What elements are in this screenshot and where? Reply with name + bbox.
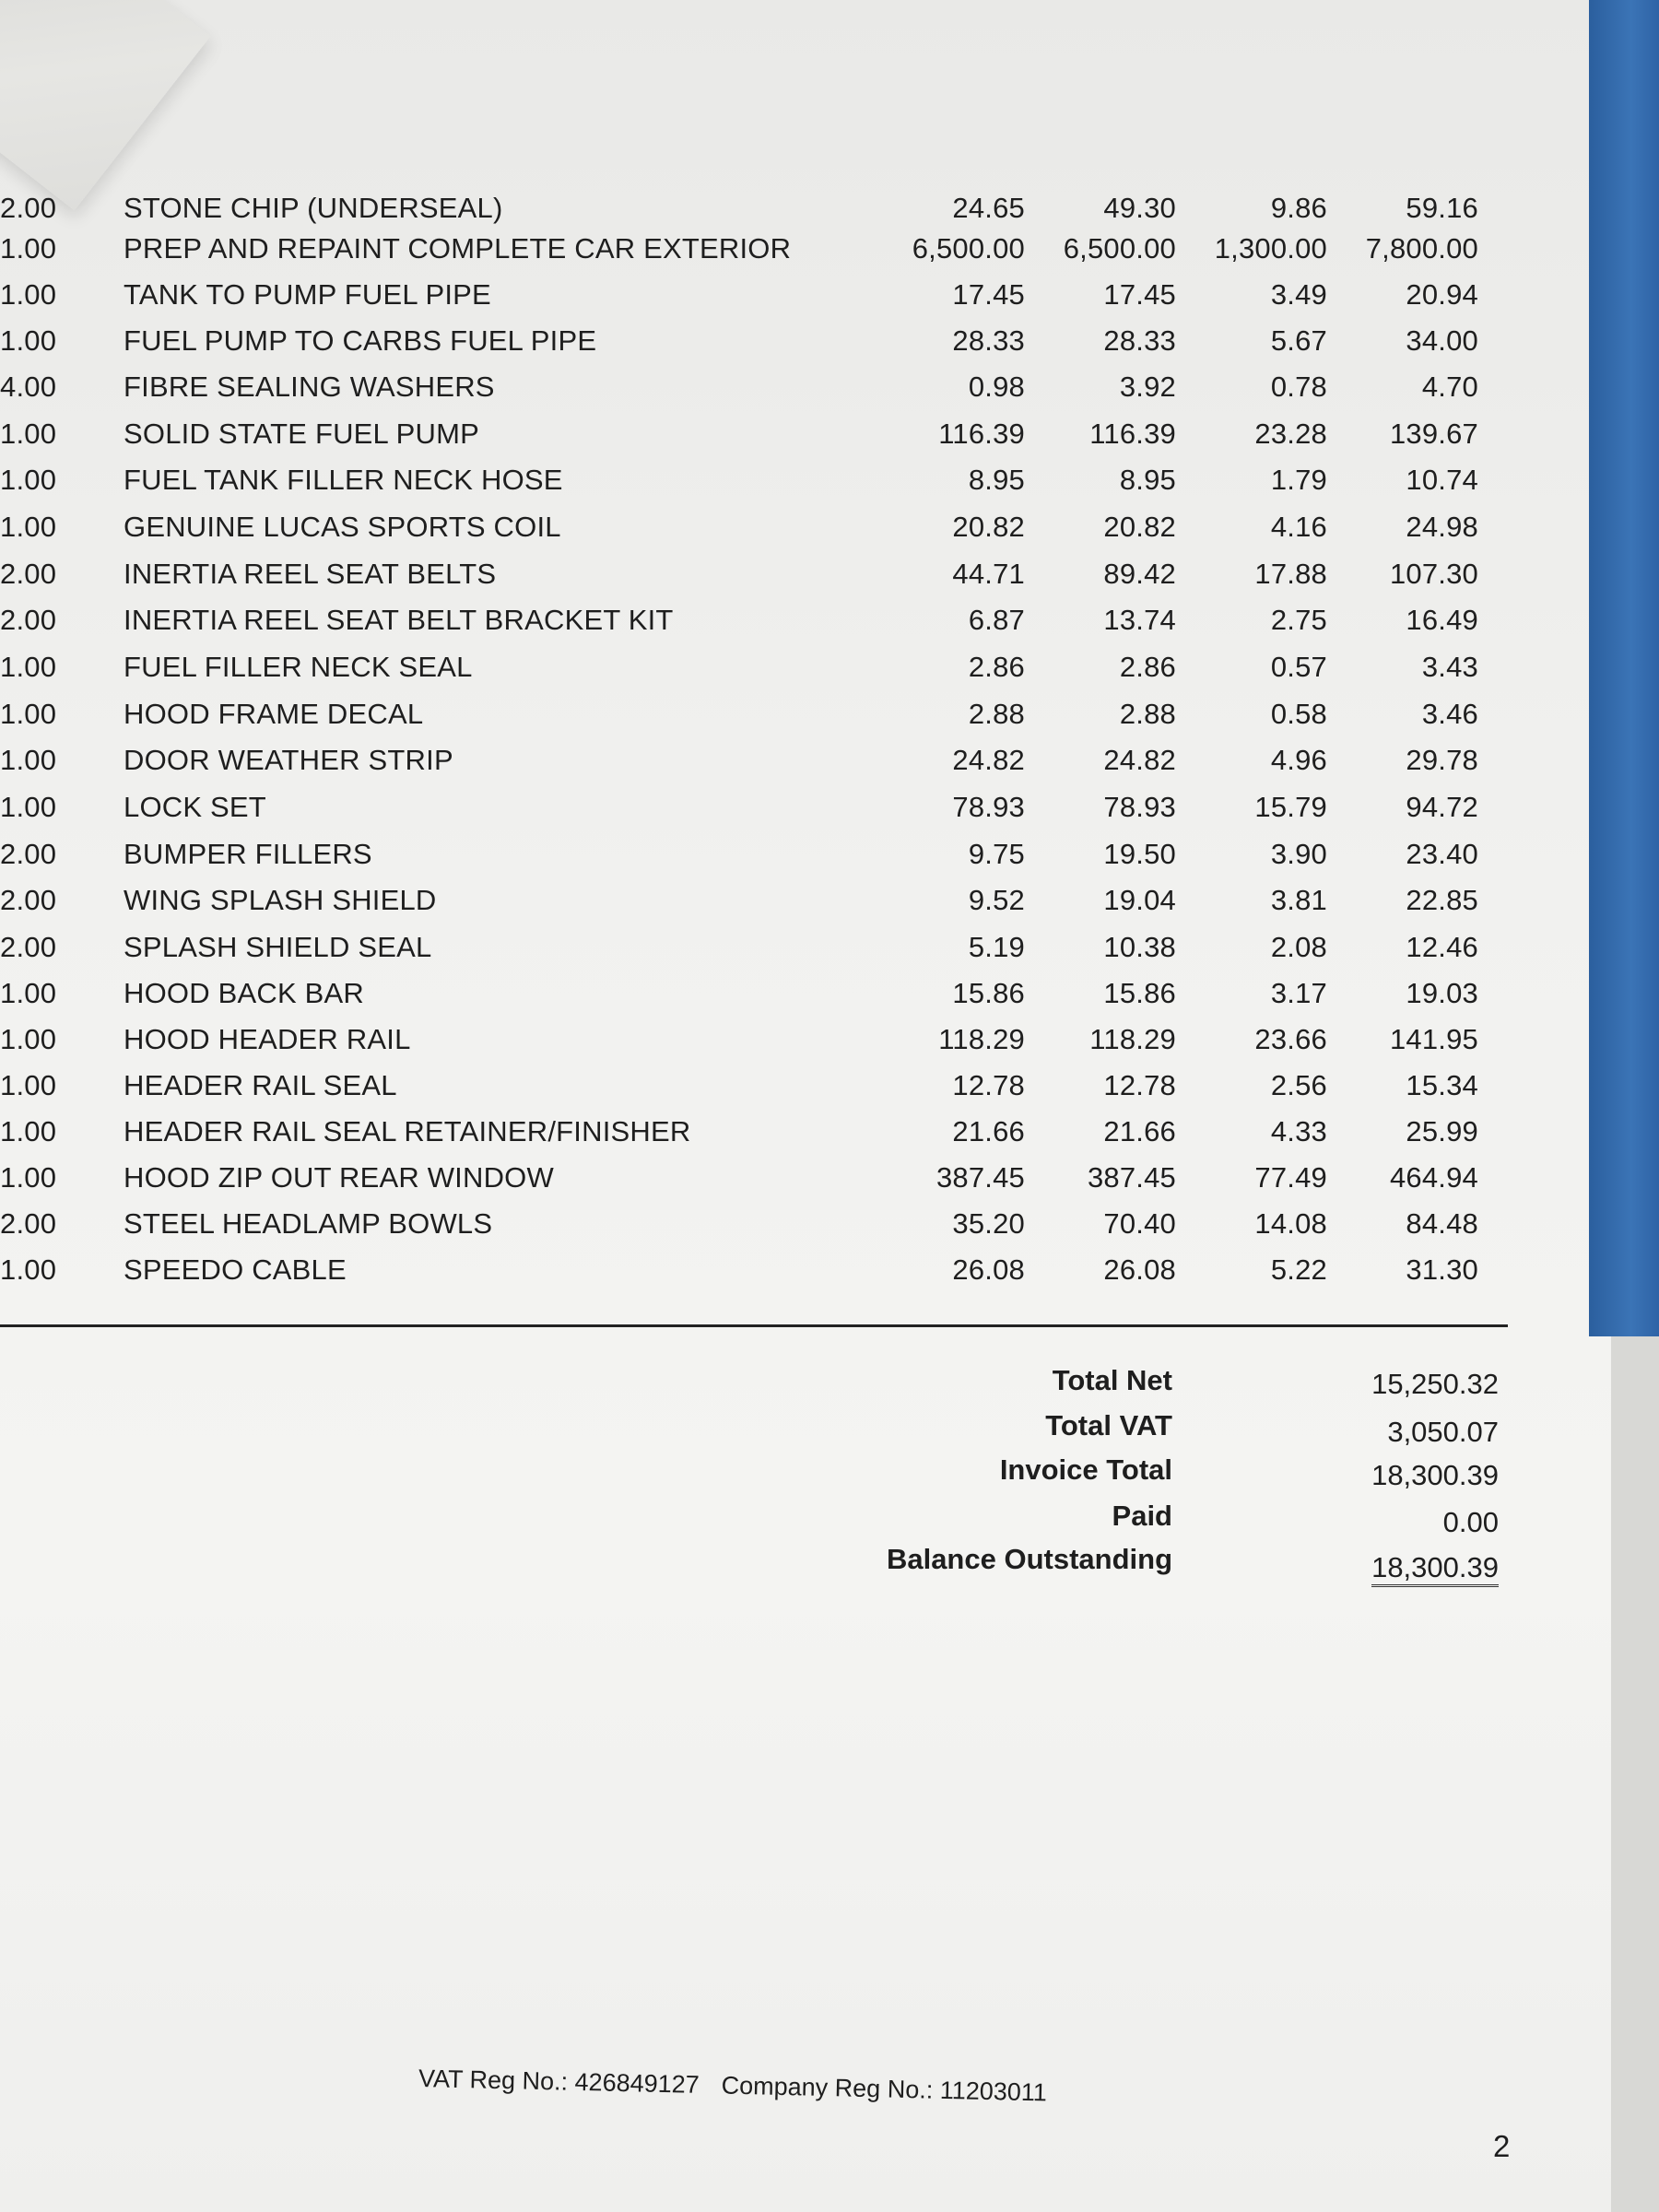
table-row [0, 1115, 1512, 1159]
description-cell: FUEL PUMP TO CARBS FUEL PIPE [124, 324, 597, 357]
net-amount-cell: 20.82 [1103, 511, 1176, 543]
gross-amount-cell: 141.95 [1389, 1023, 1478, 1055]
description-cell: INERTIA REEL SEAT BELTS [124, 558, 497, 590]
description-cell: HOOD HEADER RAIL [124, 1023, 411, 1055]
description-cell: SOLID STATE FUEL PUMP [124, 418, 480, 450]
unit-price-cell: 12.78 [952, 1069, 1025, 1101]
table-row [0, 651, 1512, 695]
table-row [0, 884, 1512, 928]
net-amount-cell: 387.45 [1087, 1161, 1176, 1194]
gross-amount-cell: 31.30 [1406, 1253, 1478, 1286]
unit-price-cell: 26.08 [952, 1253, 1025, 1286]
gross-amount-cell: 3.46 [1421, 698, 1478, 730]
table-row [0, 1253, 1512, 1298]
unit-price-cell: 2.86 [968, 651, 1025, 683]
company-reg-number: Company Reg No.: 11203011 [721, 2071, 1048, 2107]
quantity-cell: 1.00 [0, 744, 57, 776]
total-vat-label: Total VAT [1045, 1409, 1172, 1441]
description-cell: FUEL FILLER NECK SEAL [124, 651, 473, 683]
description-cell: HOOD ZIP OUT REAR WINDOW [124, 1161, 554, 1194]
gross-amount-cell: 15.34 [1406, 1069, 1478, 1101]
quantity-cell: 1.00 [0, 1115, 57, 1147]
quantity-cell: 1.00 [0, 977, 57, 1009]
table-row [0, 278, 1512, 323]
net-amount-cell: 78.93 [1103, 791, 1176, 823]
page-number: 2 [1493, 2129, 1511, 2163]
background-blue-object [1589, 0, 1659, 1336]
vat-amount-cell: 1,300.00 [1214, 232, 1327, 265]
table-row [0, 1023, 1512, 1067]
vat-amount-cell: 15.79 [1254, 791, 1327, 823]
balance-outstanding-value: 18,300.39 [1371, 1551, 1499, 1587]
unit-price-cell: 6,500.00 [912, 232, 1025, 265]
vat-amount-cell: 0.78 [1270, 371, 1327, 403]
unit-price-cell: 116.39 [938, 418, 1025, 450]
net-amount-cell: 17.45 [1103, 278, 1176, 311]
quantity-cell: 4.00 [0, 371, 57, 403]
quantity-cell: 1.00 [0, 698, 57, 730]
quantity-cell: 2.00 [0, 1207, 57, 1240]
table-row [0, 1207, 1512, 1252]
net-amount-cell: 19.50 [1103, 838, 1176, 870]
vat-reg-number: VAT Reg No.: 426849127 [418, 2064, 700, 2099]
net-amount-cell: 19.04 [1103, 884, 1176, 916]
net-amount-cell: 3.92 [1119, 371, 1176, 403]
quantity-cell: 1.00 [0, 418, 57, 450]
vat-amount-cell: 17.88 [1254, 558, 1327, 590]
net-amount-cell: 21.66 [1103, 1115, 1176, 1147]
gross-amount-cell: 7,800.00 [1365, 232, 1478, 265]
quantity-cell: 2.00 [0, 558, 57, 590]
vat-amount-cell: 5.67 [1270, 324, 1327, 357]
quantity-cell: 1.00 [0, 1253, 57, 1286]
net-amount-cell: 10.38 [1103, 931, 1176, 963]
invoice-total-value: 18,300.39 [1371, 1459, 1499, 1491]
net-amount-cell: 12.78 [1103, 1069, 1176, 1101]
vat-amount-cell: 0.58 [1270, 698, 1327, 730]
table-row [0, 232, 1512, 276]
net-amount-cell: 6,500.00 [1063, 232, 1176, 265]
gross-amount-cell: 22.85 [1406, 884, 1478, 916]
net-amount-cell: 70.40 [1103, 1207, 1176, 1240]
table-row [0, 511, 1512, 555]
gross-amount-cell: 25.99 [1406, 1115, 1478, 1147]
description-cell: LOCK SET [124, 791, 266, 823]
net-amount-cell: 49.30 [1103, 192, 1176, 224]
gross-amount-cell: 139.67 [1389, 418, 1478, 450]
net-amount-cell: 15.86 [1103, 977, 1176, 1009]
quantity-cell: 1.00 [0, 1069, 57, 1101]
quantity-cell: 2.00 [0, 931, 57, 963]
gross-amount-cell: 107.30 [1389, 558, 1478, 590]
unit-price-cell: 9.75 [968, 838, 1025, 870]
gross-amount-cell: 10.74 [1406, 464, 1478, 496]
quantity-cell: 1.00 [0, 324, 57, 357]
description-cell: FIBRE SEALING WASHERS [124, 371, 495, 403]
unit-price-cell: 20.82 [952, 511, 1025, 543]
description-cell: SPEEDO CABLE [124, 1253, 347, 1286]
vat-amount-cell: 23.28 [1254, 418, 1327, 450]
description-cell: GENUINE LUCAS SPORTS COIL [124, 511, 561, 543]
table-row [0, 464, 1512, 508]
table-row [0, 604, 1512, 648]
description-cell: HEADER RAIL SEAL RETAINER/FINISHER [124, 1115, 691, 1147]
total-vat-value: 3,050.07 [1387, 1416, 1499, 1448]
paid-value: 0.00 [1442, 1506, 1499, 1538]
unit-price-cell: 24.65 [952, 192, 1025, 224]
vat-amount-cell: 4.96 [1270, 744, 1327, 776]
quantity-cell: 2.00 [0, 838, 57, 870]
quantity-cell: 1.00 [0, 278, 57, 311]
total-net-label: Total Net [1052, 1364, 1172, 1396]
total-net-value: 15,250.32 [1371, 1368, 1499, 1400]
unit-price-cell: 2.88 [968, 698, 1025, 730]
table-row [0, 744, 1512, 788]
gross-amount-cell: 4.70 [1421, 371, 1478, 403]
quantity-cell: 1.00 [0, 464, 57, 496]
net-amount-cell: 13.74 [1103, 604, 1176, 636]
gross-amount-cell: 59.16 [1406, 192, 1478, 224]
description-cell: HEADER RAIL SEAL [124, 1069, 397, 1101]
description-cell: STEEL HEADLAMP BOWLS [124, 1207, 493, 1240]
table-row [0, 558, 1512, 602]
quantity-cell: 1.00 [0, 511, 57, 543]
vat-amount-cell: 9.86 [1270, 192, 1327, 224]
gross-amount-cell: 20.94 [1406, 278, 1478, 311]
vat-amount-cell: 3.90 [1270, 838, 1327, 870]
gross-amount-cell: 19.03 [1406, 977, 1478, 1009]
table-row [0, 418, 1512, 462]
table-row [0, 977, 1512, 1021]
quantity-cell: 1.00 [0, 1023, 57, 1055]
table-row [0, 698, 1512, 742]
quantity-cell: 2.00 [0, 192, 57, 224]
vat-amount-cell: 2.75 [1270, 604, 1327, 636]
gross-amount-cell: 29.78 [1406, 744, 1478, 776]
description-cell: PREP AND REPAINT COMPLETE CAR EXTERIOR [124, 232, 792, 265]
unit-price-cell: 44.71 [952, 558, 1025, 590]
table-row [0, 371, 1512, 415]
vat-amount-cell: 4.16 [1270, 511, 1327, 543]
folded-corner [0, 0, 210, 210]
unit-price-cell: 24.82 [952, 744, 1025, 776]
unit-price-cell: 28.33 [952, 324, 1025, 357]
net-amount-cell: 2.86 [1119, 651, 1176, 683]
net-amount-cell: 28.33 [1103, 324, 1176, 357]
unit-price-cell: 6.87 [968, 604, 1025, 636]
vat-amount-cell: 14.08 [1254, 1207, 1327, 1240]
table-row [0, 192, 1512, 236]
background-table-edge [1611, 1336, 1659, 2212]
net-amount-cell: 89.42 [1103, 558, 1176, 590]
net-amount-cell: 8.95 [1119, 464, 1176, 496]
gross-amount-cell: 23.40 [1406, 838, 1478, 870]
quantity-cell: 1.00 [0, 232, 57, 265]
vat-amount-cell: 5.22 [1270, 1253, 1327, 1286]
description-cell: HOOD BACK BAR [124, 977, 364, 1009]
quantity-cell: 1.00 [0, 1161, 57, 1194]
description-cell: DOOR WEATHER STRIP [124, 744, 453, 776]
gross-amount-cell: 94.72 [1406, 791, 1478, 823]
vat-amount-cell: 4.33 [1270, 1115, 1327, 1147]
registration-footer [418, 2065, 1069, 2108]
table-row [0, 931, 1512, 975]
net-amount-cell: 24.82 [1103, 744, 1176, 776]
gross-amount-cell: 16.49 [1406, 604, 1478, 636]
description-cell: TANK TO PUMP FUEL PIPE [124, 278, 491, 311]
vat-amount-cell: 2.08 [1270, 931, 1327, 963]
description-cell: SPLASH SHIELD SEAL [124, 931, 432, 963]
unit-price-cell: 8.95 [968, 464, 1025, 496]
gross-amount-cell: 12.46 [1406, 931, 1478, 963]
unit-price-cell: 21.66 [952, 1115, 1025, 1147]
gross-amount-cell: 24.98 [1406, 511, 1478, 543]
vat-amount-cell: 3.81 [1270, 884, 1327, 916]
description-cell: WING SPLASH SHIELD [124, 884, 437, 916]
vat-amount-cell: 1.79 [1270, 464, 1327, 496]
unit-price-cell: 387.45 [935, 1161, 1025, 1194]
vat-amount-cell: 77.49 [1254, 1161, 1327, 1194]
unit-price-cell: 118.29 [938, 1023, 1025, 1055]
vat-amount-cell: 3.17 [1270, 977, 1327, 1009]
net-amount-cell: 118.29 [1089, 1023, 1176, 1055]
table-row [0, 1161, 1512, 1206]
vat-amount-cell: 0.57 [1270, 651, 1327, 683]
description-cell: BUMPER FILLERS [124, 838, 372, 870]
vat-amount-cell: 2.56 [1270, 1069, 1327, 1101]
gross-amount-cell: 34.00 [1406, 324, 1478, 357]
table-row [0, 1069, 1512, 1113]
unit-price-cell: 15.86 [952, 977, 1025, 1009]
totals-divider [0, 1324, 1508, 1327]
gross-amount-cell: 84.48 [1406, 1207, 1478, 1240]
net-amount-cell: 26.08 [1103, 1253, 1176, 1286]
unit-price-cell: 35.20 [952, 1207, 1025, 1240]
quantity-cell: 2.00 [0, 884, 57, 916]
table-row [0, 791, 1512, 835]
description-cell: HOOD FRAME DECAL [124, 698, 424, 730]
table-row [0, 838, 1512, 882]
description-cell: INERTIA REEL SEAT BELT BRACKET KIT [124, 604, 674, 636]
quantity-cell: 2.00 [0, 604, 57, 636]
quantity-cell: 1.00 [0, 791, 57, 823]
unit-price-cell: 5.19 [968, 931, 1025, 963]
quantity-cell: 1.00 [0, 651, 57, 683]
unit-price-cell: 17.45 [952, 278, 1025, 311]
balance-outstanding-label: Balance Outstanding [886, 1543, 1172, 1575]
paid-label: Paid [1112, 1500, 1172, 1532]
unit-price-cell: 0.98 [968, 371, 1025, 403]
table-row [0, 324, 1512, 369]
unit-price-cell: 9.52 [968, 884, 1025, 916]
gross-amount-cell: 464.94 [1389, 1161, 1478, 1194]
net-amount-cell: 116.39 [1089, 418, 1176, 450]
net-amount-cell: 2.88 [1119, 698, 1176, 730]
vat-amount-cell: 3.49 [1270, 278, 1327, 311]
description-cell: STONE CHIP (UNDERSEAL) [124, 192, 503, 224]
vat-amount-cell: 23.66 [1254, 1023, 1327, 1055]
invoice-total-label: Invoice Total [999, 1453, 1172, 1486]
description-cell: FUEL TANK FILLER NECK HOSE [124, 464, 563, 496]
unit-price-cell: 78.93 [952, 791, 1025, 823]
gross-amount-cell: 3.43 [1421, 651, 1478, 683]
